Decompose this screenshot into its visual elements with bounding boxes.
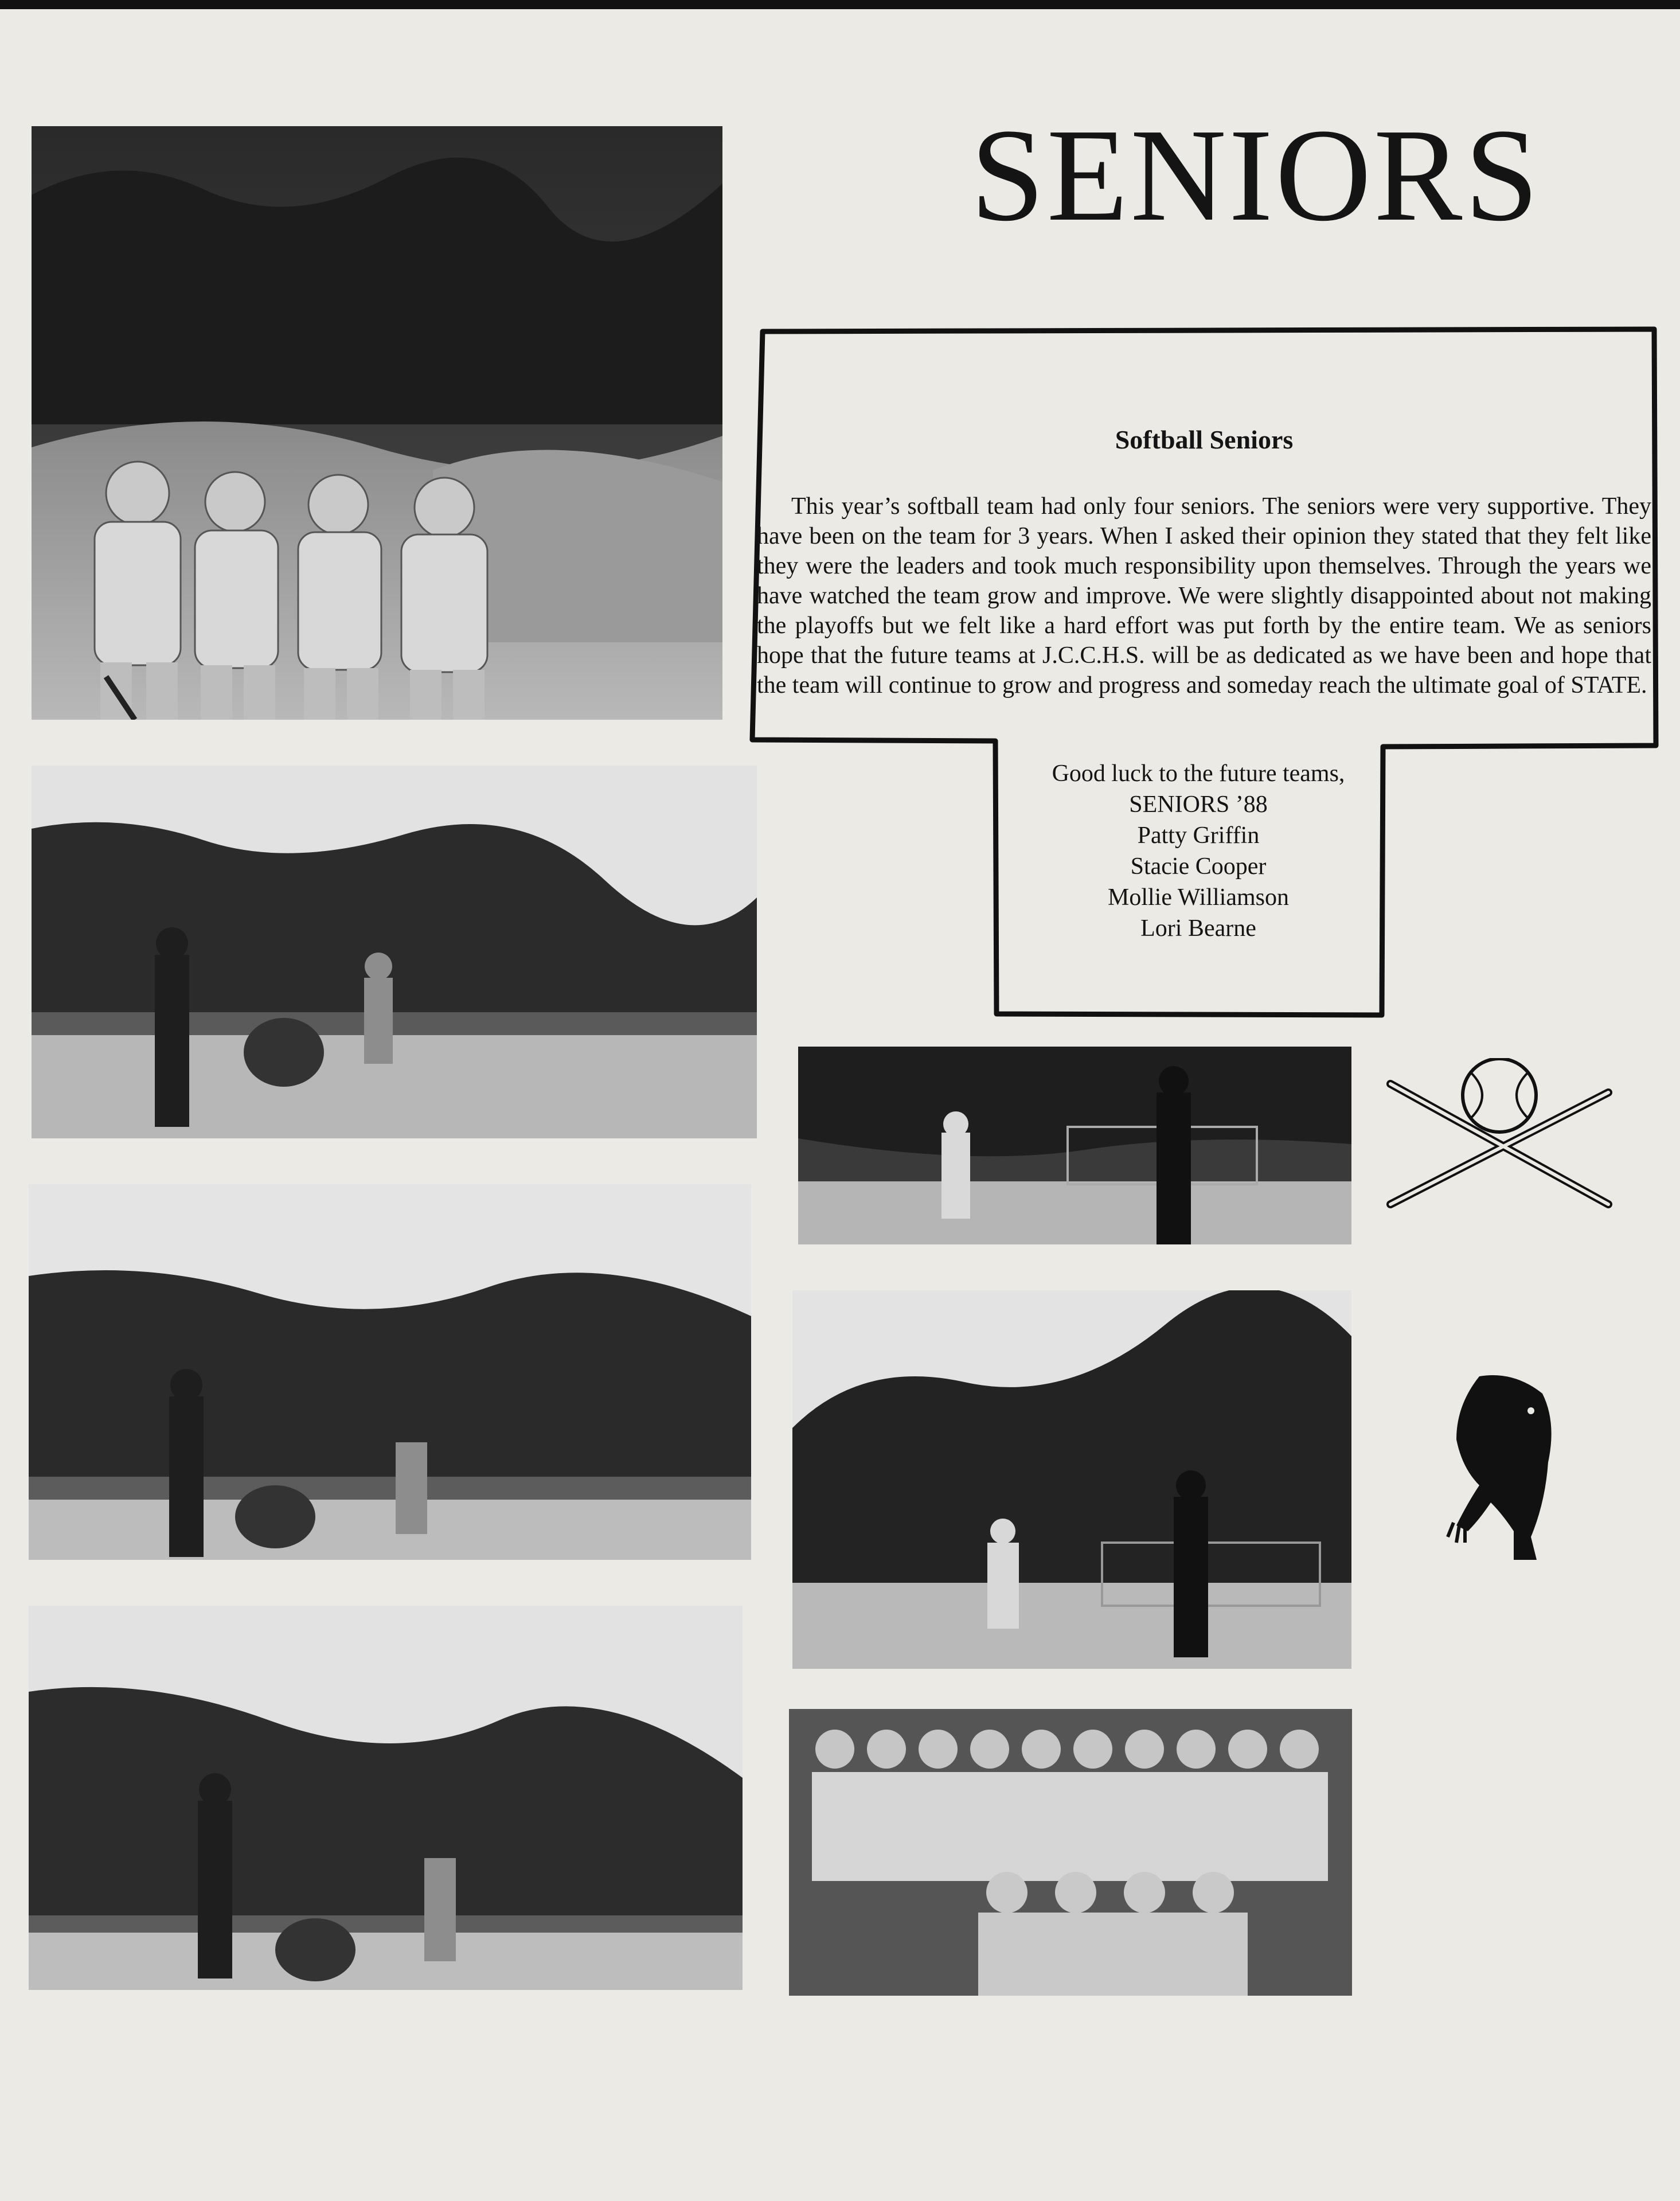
article-body: This year’s softball team had only four seniors. The seniors were very supportive. They have been on the team for 3 years. When I asked their opinion they stated that they felt like they were the leaders and took much responsibility upon themselves. Through the years we have watched the team grow and improve. We were slightly disappointed about not making the playoffs but we felt like a hard effort was put forth by the entire team. We as seniors hope that the future teams at J.C.C.H.S. will be as dedicated as we have been and hope that the team will continue to grow and progress and someday reach the ultimate goal of STATE.: [757, 493, 1651, 698]
article-heading: Softball Seniors: [1115, 425, 1294, 454]
signoff-block: [998, 758, 1399, 944]
signoff-class-line: SENIORS ’88: [1129, 791, 1268, 818]
article-text-box: [757, 424, 1651, 700]
page-title: SENIORS: [970, 102, 1541, 249]
signoff-name: Stacie Cooper: [1130, 853, 1267, 880]
signoff-name: Mollie Williamson: [1107, 884, 1290, 911]
signoff-greeting: Good luck to the future teams,: [1052, 760, 1345, 787]
signoff-name: Patty Griffin: [1137, 822, 1260, 849]
signoff-name: Lori Bearne: [1140, 915, 1256, 942]
